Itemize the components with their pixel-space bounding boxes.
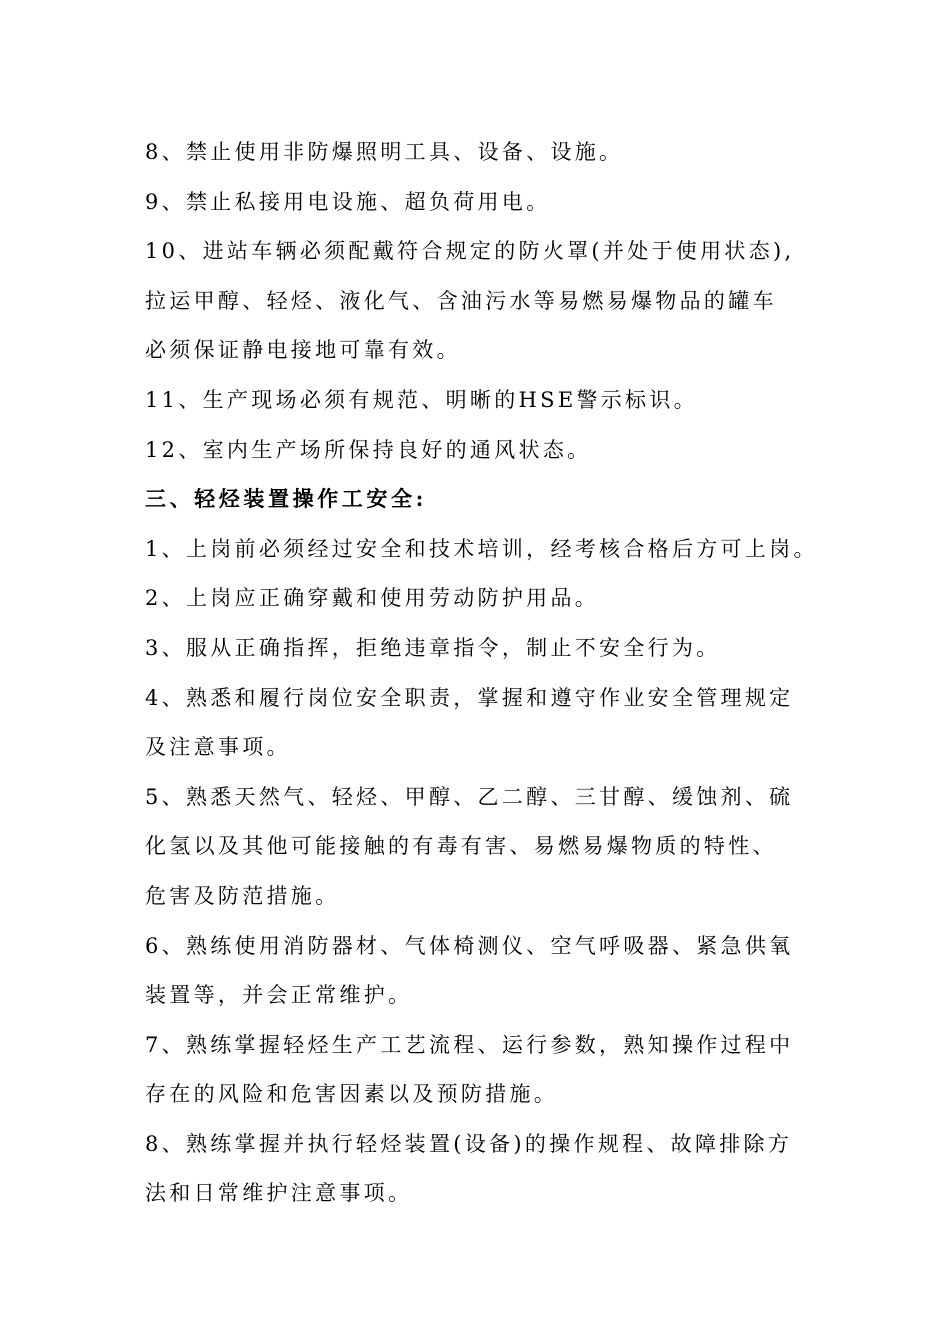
text-line: 2、上岗应正确穿戴和使用劳动防护用品。	[145, 586, 600, 611]
text-line: 存在的风险和危害因素以及预防措施。	[145, 1082, 559, 1107]
text-line: 必须保证静电接地可靠有效。	[145, 338, 461, 363]
text-line: 12、室内生产场所保持良好的通风状态。	[145, 437, 592, 462]
text-line: 11、生产现场必须有规范、明晰的HSE警示标识。	[145, 387, 698, 412]
text-line: 9、禁止私接用电设施、超负荷用电。	[145, 189, 551, 214]
text-line: 危害及防范措施。	[145, 883, 340, 908]
text-line: 10、进站车辆必须配戴符合规定的防火罩(并处于使用状态),	[145, 239, 795, 264]
text-line: 8、禁止使用非防爆照明工具、设备、设施。	[145, 140, 624, 164]
text-line: 拉运甲醇、轻烃、液化气、含油污水等易燃易爆物品的罐车	[145, 288, 777, 313]
text-line: 7、熟练掌握轻烃生产工艺流程、运行参数，熟知操作过程中	[145, 1032, 794, 1057]
text-line: 8、熟练掌握并执行轻烃装置(设备)的操作规程、故障排除方	[145, 1131, 793, 1156]
text-line: 法和日常维护注意事项。	[145, 1181, 413, 1206]
text-line: 3、服从正确指挥，拒绝违章指令，制止不安全行为。	[145, 635, 721, 660]
text-line: 1、上岗前必须经过安全和技术培训，经考核合格后方可上岗。	[145, 536, 818, 561]
text-line: 及注意事项。	[145, 735, 291, 760]
text-line: 5、熟悉天然气、轻烃、甲醇、乙二醇、三甘醇、缓蚀剂、硫	[145, 784, 794, 809]
text-line: 装置等，并会正常维护。	[145, 983, 413, 1008]
text-line: 6、熟练使用消防器材、气体椅测仪、空气呼吸器、紧急供氧	[145, 933, 794, 958]
text-line: 4、熟悉和履行岗位安全职责，掌握和遵守作业安全管理规定	[145, 685, 794, 710]
document-body	[145, 134, 818, 1225]
section-heading: 三、轻烃装置操作工安全:	[145, 486, 427, 512]
text-line: 化氢以及其他可能接触的有毒有害、易燃易爆物质的特性、	[145, 834, 777, 859]
